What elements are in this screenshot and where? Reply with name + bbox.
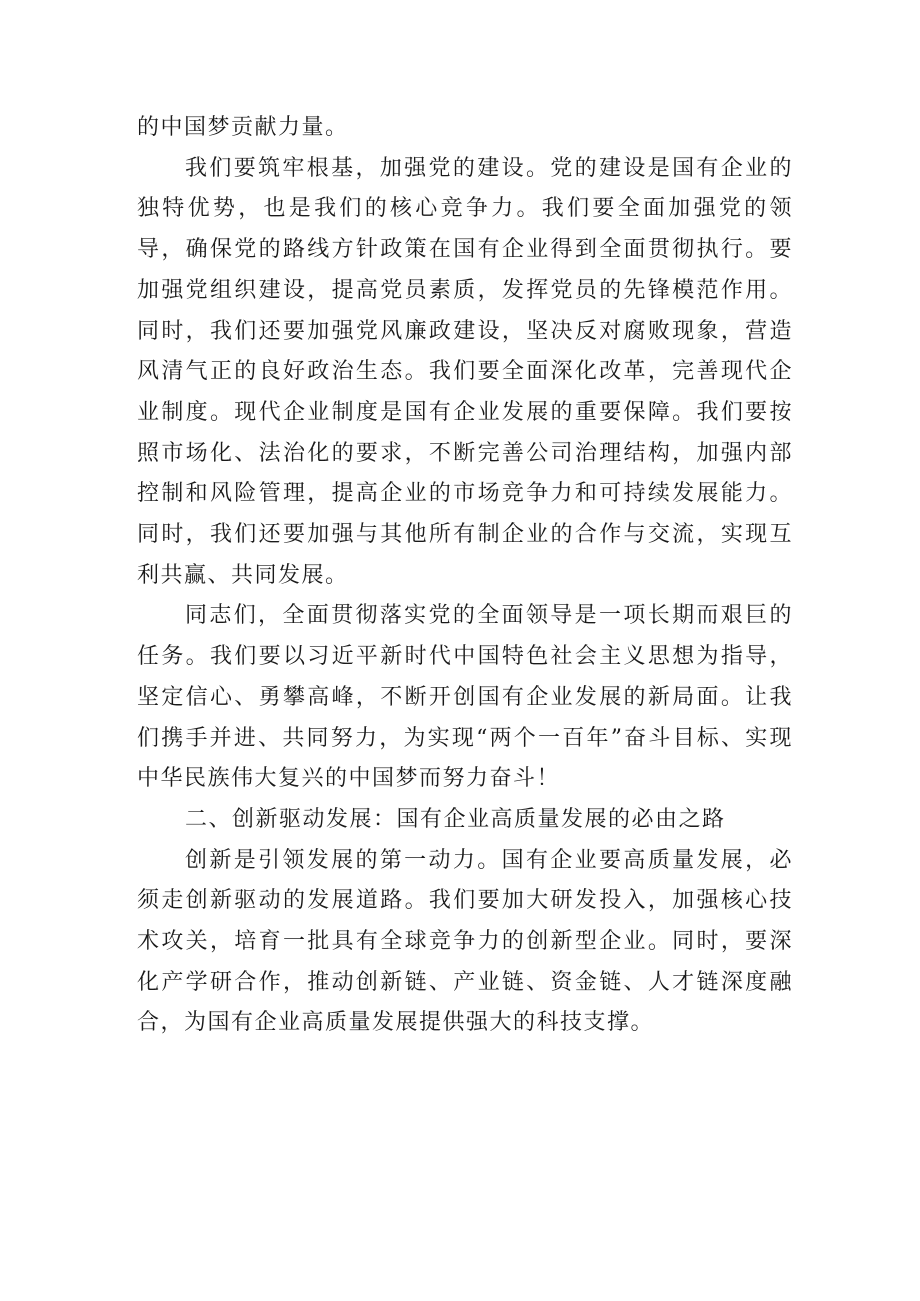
document-body [137,108,793,1044]
paragraph-continuation: 的中国梦贡献力量。 [137,115,349,140]
paragraph-comrades-call: 同志们，全面贯彻落实党的全面领导是一项长期而艰巨的任务。我们要以习近平新时代中国特色社会主义思想为指导，坚定信心、勇攀高峰，不断开创国有企业发展的新局面。让我们携手并进、共同努力，为实现“两个一百年”奋斗目标、实现中华民族伟大复兴的中国梦而努力奋斗！ [137,603,793,792]
paragraph-party-building: 我们要筑牢根基，加强党的建设。党的建设是国有企业的独特优势，也是我们的核心竞争力。我们要全面加强党的领导，确保党的路线方针政策在国有企业得到全面贯彻执行。要加强党组织建设，提高党员素质，发挥党员的先锋模范作用。同时，我们还要加强党风廉政建设，坚决反对腐败现象，营造风清气正的良好政治生态。我们要全面深化改革，完善现代企业制度。现代企业制度是国有企业发展的重要保障。我们要按照市场化、法治化的要求，不断完善公司治理结构，加强内部控制和风险管理，提高企业的市场竞争力和可持续发展能力。同时，我们还要加强与其他所有制企业的合作与交流，实现互利共赢、共同发展。 [137,155,793,588]
paragraph-innovation: 创新是引领发展的第一动力。国有企业要高质量发展，必须走创新驱动的发展道路。我们要加大研发投入，加强核心技术攻关，培育一批具有全球竞争力的创新型企业。同时，要深化产学研合作，推动创新链、产业链、资金链、人才链深度融合，为国有企业高质量发展提供强大的科技支撑。 [137,847,793,1036]
section-heading-innovation: 二、创新驱动发展：国有企业高质量发展的必由之路 [185,806,726,832]
